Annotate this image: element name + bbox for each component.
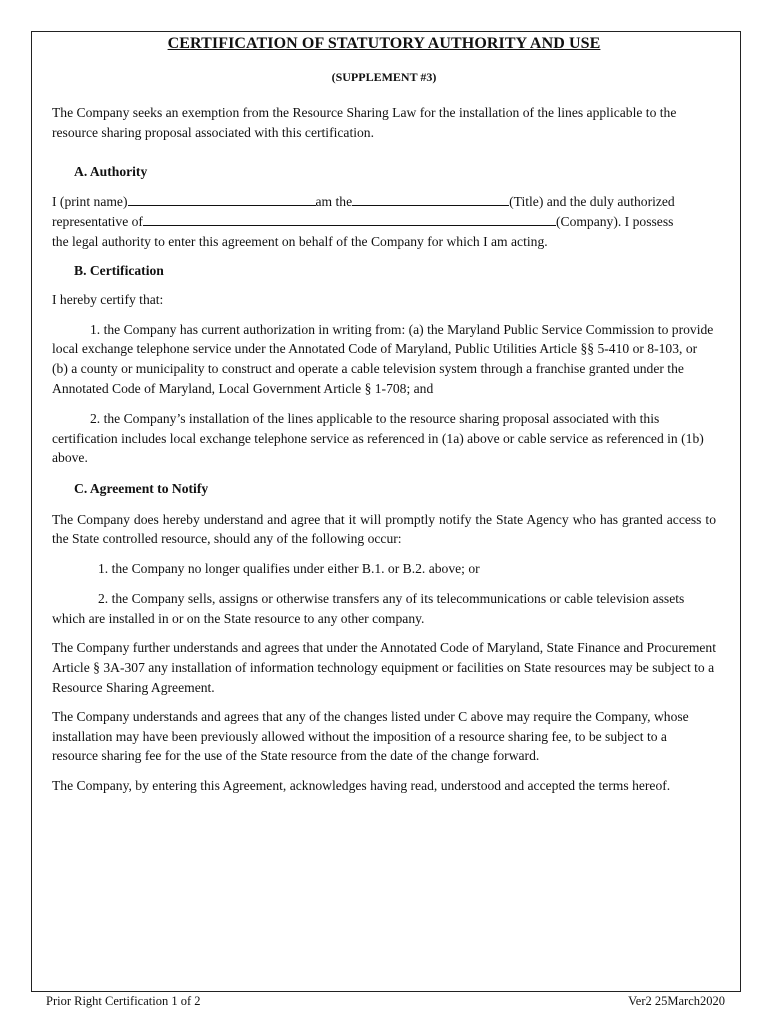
understands-paragraph: The Company understands and agrees that any of the changes listed under C above may require the Company, whose installation may have been previously allowed without the imposition of a resource sharing fee, to be subject to a resource sharing fee for the use of the State resource from the date of the change forward.	[52, 709, 689, 764]
representative-label: representative of	[52, 214, 143, 230]
certification-item-2: 2. the Company’s installation of the lines applicable to the resource sharing proposal associated with this certification includes local exchange telephone service as referenced in (1a) above or cable service as referenced in (1b) above.	[52, 411, 704, 466]
company-field[interactable]	[143, 211, 556, 226]
company-label: (Company). I possess	[555, 214, 674, 230]
footer-version: Ver2 25March2020	[628, 994, 725, 1008]
title-label: (Title) and the duly authorized	[509, 193, 675, 209]
notify-item-1: 1. the Company no longer qualifies under either B.1. or B.2. above; or	[98, 560, 480, 576]
title-field[interactable]	[352, 191, 509, 206]
intro-paragraph: The Company seeks an exemption from the Resource Sharing Law for the installation of the lines applicable to the resource sharing proposal associated with this certification.	[52, 105, 677, 140]
document-subtitle: (SUPPLEMENT #3)	[331, 70, 437, 84]
print-name-label: I (print name)	[52, 193, 128, 209]
authority-paragraph	[52, 191, 716, 252]
footer-page-label: Prior Right Certification 1 of 2	[46, 994, 201, 1008]
section-c-heading: C. Agreement to Notify	[74, 480, 209, 496]
authority-closing: the legal authority to enter this agreement on behalf of the Company for which I am acting.	[52, 233, 548, 249]
am-the-label: am the	[315, 193, 353, 209]
further-paragraph: The Company further understands and agrees that under the Annotated Code of Maryland, State Finance and Procurement Article § 3A-307 any installation of information technology equipment or facilities on State resources may be subject to a Resource Sharing Agreement.	[52, 640, 717, 695]
section-b-heading: B. Certification	[74, 262, 164, 278]
notify-item-2: 2. the Company sells, assigns or otherwise transfers any of its telecommunications or cable television assets which are installed in or on the State resource to any other company.	[52, 591, 685, 626]
notify-intro: The Company does hereby understand and agree that it will promptly notify the State Agency who has granted access to the State controlled resource, should any of the following occur:	[52, 511, 716, 547]
acknowledgement-paragraph: The Company, by entering this Agreement, acknowledges having read, understood and accepted the terms hereof.	[52, 778, 671, 794]
section-a-heading: A. Authority	[74, 164, 148, 180]
certification-item-1: 1. the Company has current authorization in writing from: (a) the Maryland Public Service Commission to provide local exchange telephone service under the Annotated Code of Maryland, Public Utilities Article §§ 5-410 or 8-103, or (b) a county or municipality to construct and operate a cable television system through a franchise granted under the Annotated Code of Maryland, Local Government Article § 1-708; and	[52, 321, 714, 396]
certify-intro: I hereby certify that:	[52, 292, 164, 308]
print-name-field[interactable]	[128, 191, 316, 206]
document-body	[52, 34, 716, 796]
document-title: CERTIFICATION OF STATUTORY AUTHORITY AND USE	[167, 35, 601, 52]
